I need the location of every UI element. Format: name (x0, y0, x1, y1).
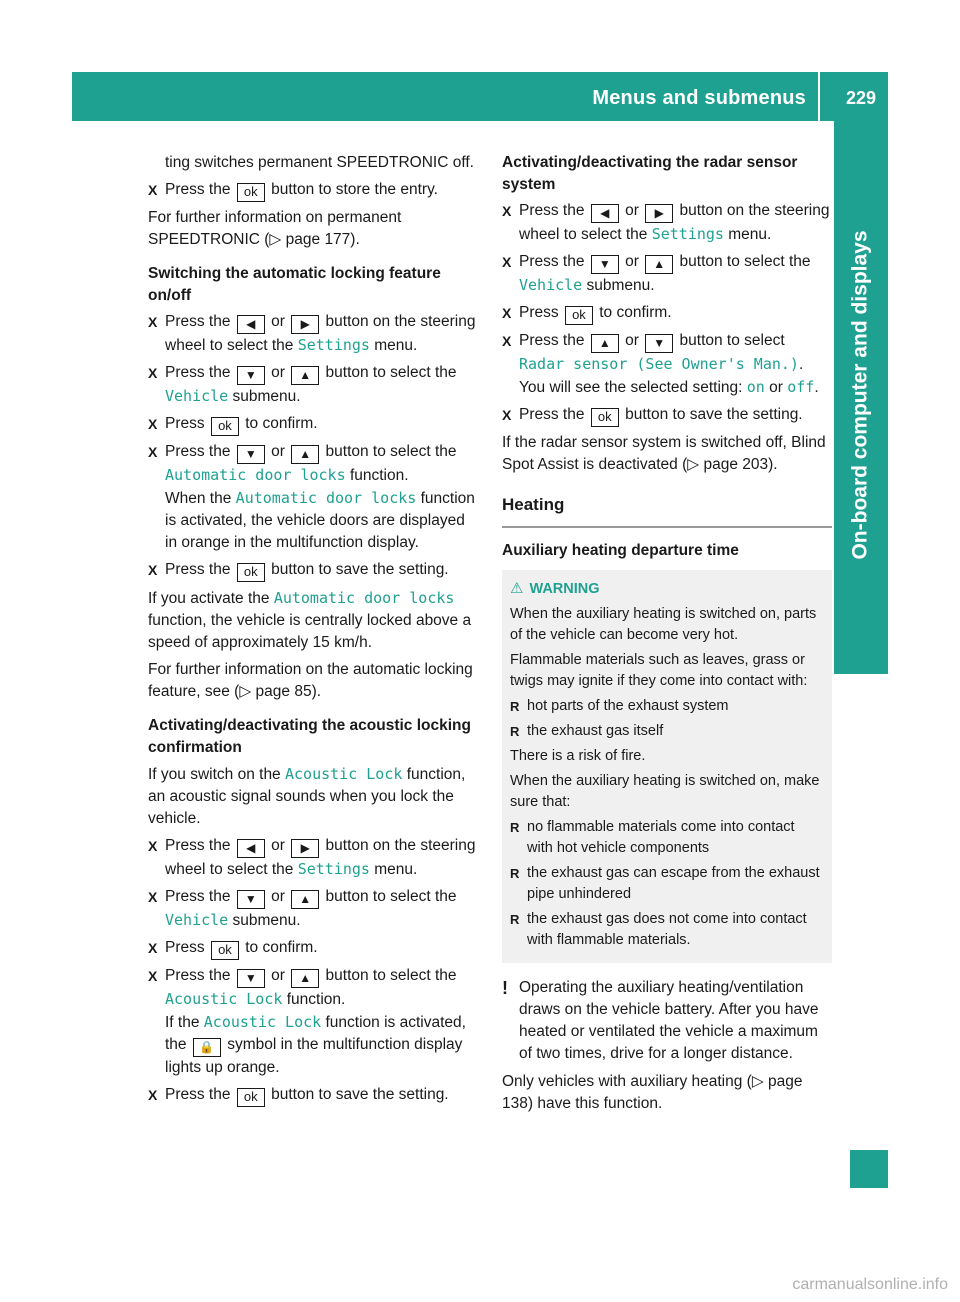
up-arrow-key-icon: ▲ (291, 969, 319, 988)
acoustic-lock-label: Acoustic Lock (165, 990, 283, 1008)
down-arrow-key-icon: ▼ (237, 445, 265, 464)
notice-battery: ! Operating the auxiliary heating/ventilation draws on the vehicle battery. After you have heated or ventilated the vehicle a maximum of two times, drive for a longer distance. (502, 978, 819, 1062)
warning-bullet: R the exhaust gas does not come into contact with flammable materials. (510, 909, 824, 951)
settings-menu-label: Settings (297, 336, 370, 354)
up-arrow-key-icon: ▲ (291, 366, 319, 385)
warning-text: When the auxiliary heating is switched on, parts of the vehicle can become very hot. (510, 606, 817, 643)
step-confirm: X Press ok to confirm. (148, 413, 481, 436)
up-arrow-key-icon: ▲ (591, 334, 619, 353)
step-confirm: X Press ok to confirm. (148, 937, 481, 960)
warning-bullet: R the exhaust gas can escape from the exhaust pipe unhindered (510, 863, 824, 905)
only-vehicles-note: Only vehicles with auxiliary heating (▷ page 138) have this function. (502, 1073, 803, 1112)
right-arrow-key-icon: ▶ (291, 839, 319, 858)
down-arrow-key-icon: ▼ (591, 255, 619, 274)
auto-door-locks-label: Automatic door locks (165, 466, 346, 484)
step-store-entry: X Press the ok button to store the entry. (148, 179, 481, 202)
ok-key-icon: ok (211, 941, 239, 960)
left-arrow-key-icon: ◀ (237, 839, 265, 858)
right-column (502, 152, 832, 1120)
warning-bullet: R no flammable materials come into contact with hot vehicle components (510, 817, 824, 859)
warning-text: Flammable materials such as leaves, grass or twigs may ignite if they come into contact with: (510, 652, 808, 689)
vehicle-submenu-label: Vehicle (519, 276, 583, 294)
intro-text: ting switches permanent SPEEDTRONIC off. (165, 154, 474, 171)
step-select-vehicle: X Press the ▼ or ▲ button to select the Vehicle submenu. (502, 251, 832, 297)
ok-key-icon: ok (237, 1088, 265, 1107)
left-arrow-key-icon: ◀ (237, 315, 265, 334)
up-arrow-key-icon: ▲ (645, 255, 673, 274)
warning-box (502, 570, 832, 963)
lock-icon: 🔒 (193, 1038, 221, 1057)
further-info-speedtronic: For further information on permanent SPEEDTRONIC (▷ page 177). (148, 209, 402, 248)
heading-auto-lock: Switching the automatic locking feature on/off (148, 265, 441, 304)
step-select-settings: X Press the ◀ or ▶ button on the steering wheel to select the Settings menu. (502, 200, 832, 246)
warning-bullet: R hot parts of the exhaust system (510, 696, 824, 717)
step-select-radar-sensor: X Press the ▲ or ▼ button to select Radar sensor (See Owner's Man.). You will see the selected setting: on or off. (502, 330, 832, 399)
radar-off-note: If the radar sensor system is switched off, Blind Spot Assist is deactivated (▷ page 203). (502, 434, 826, 473)
up-arrow-key-icon: ▲ (291, 890, 319, 909)
acoustic-lock-label: Acoustic Lock (285, 765, 403, 783)
acoustic-lock-label: Acoustic Lock (203, 1013, 322, 1031)
ok-key-icon: ok (237, 563, 265, 582)
ok-key-icon: ok (237, 183, 265, 202)
right-arrow-key-icon: ▶ (291, 315, 319, 334)
chapter-side-label (838, 130, 884, 660)
further-info-auto-lock: For further information on the automatic locking feature, see (▷ page 85). (148, 661, 473, 700)
section-title: Menus and submenus (592, 72, 820, 121)
header-bar (72, 72, 888, 121)
step-save-setting: X Press the ok button to save the setting. (148, 559, 481, 582)
down-arrow-key-icon: ▼ (237, 366, 265, 385)
step-select-auto-door-locks: X Press the ▼ or ▲ button to select the Automatic door locks function. When the Automatic door locks function is activated, the vehicle doors are displayed in orange in the multifunction display. (148, 441, 481, 554)
exclamation-icon: ! (502, 978, 508, 998)
step-select-settings: X Press the ◀ or ▶ button on the steering wheel to select the Settings menu. (148, 835, 481, 881)
step-select-settings: X Press the ◀ or ▶ button on the steering wheel to select the Settings menu. (148, 311, 481, 357)
up-arrow-key-icon: ▲ (291, 445, 319, 464)
left-column (148, 152, 481, 1112)
side-marker (850, 1150, 888, 1188)
page-number: 229 (845, 88, 876, 108)
right-arrow-key-icon: ▶ (645, 204, 673, 223)
radar-sensor-label: Radar sensor (See Owner's Man.) (519, 355, 799, 373)
down-arrow-key-icon: ▼ (645, 334, 673, 353)
ok-key-icon: ok (211, 417, 239, 436)
vehicle-submenu-label: Vehicle (165, 911, 229, 929)
step-select-vehicle: X Press the ▼ or ▲ button to select the Vehicle submenu. (148, 886, 481, 932)
step-select-vehicle: X Press the ▼ or ▲ button to select the Vehicle submenu. (148, 362, 481, 408)
acoustic-intro: If you switch on the Acoustic Lock function, an acoustic signal sounds when you lock the vehicle. (148, 765, 466, 827)
warning-text: When the auxiliary heating is switched on, make sure that: (510, 773, 820, 810)
chapter-title: On-board computer and displays (849, 230, 872, 560)
step-confirm: X Press ok to confirm. (502, 302, 832, 325)
auto-lock-note: If you activate the Automatic door locks function, the vehicle is centrally locked above a speed of approximately 15 km/h. (148, 589, 472, 651)
watermark: carmanualsonline.info (792, 1276, 948, 1293)
warning-bullet: R the exhaust gas itself (510, 721, 824, 742)
down-arrow-key-icon: ▼ (237, 890, 265, 909)
step-save-setting: X Press the ok button to save the setting. (502, 404, 832, 427)
step-save-setting: X Press the ok button to save the setting. (148, 1084, 481, 1107)
setting-off-label: off (787, 378, 815, 396)
heading-acoustic: Activating/deactivating the acoustic locking confirmation (148, 717, 471, 756)
settings-menu-label: Settings (297, 860, 370, 878)
heading-departure-time: Auxiliary heating departure time (502, 542, 739, 559)
down-arrow-key-icon: ▼ (237, 969, 265, 988)
vehicle-submenu-label: Vehicle (165, 387, 229, 405)
warning-text: There is a risk of fire. (510, 748, 646, 764)
step-select-acoustic-lock: X Press the ▼ or ▲ button to select the Acoustic Lock function. If the Acoustic Lock function is activated, the 🔒 symbol in the multifunction display lights up orange. (148, 965, 481, 1079)
auto-door-locks-label: Automatic door locks (235, 489, 417, 507)
ok-key-icon: ok (591, 408, 619, 427)
left-arrow-key-icon: ◀ (591, 204, 619, 223)
auto-door-locks-label: Automatic door locks (273, 589, 455, 607)
warning-title: ⚠ WARNING (510, 580, 600, 597)
ok-key-icon: ok (565, 306, 593, 325)
settings-menu-label: Settings (651, 225, 724, 243)
setting-on-label: on (746, 378, 765, 396)
heading-radar: Activating/deactivating the radar sensor system (502, 154, 798, 193)
section-heating: Heating (502, 494, 832, 528)
warning-triangle-icon: ⚠ (510, 580, 524, 597)
